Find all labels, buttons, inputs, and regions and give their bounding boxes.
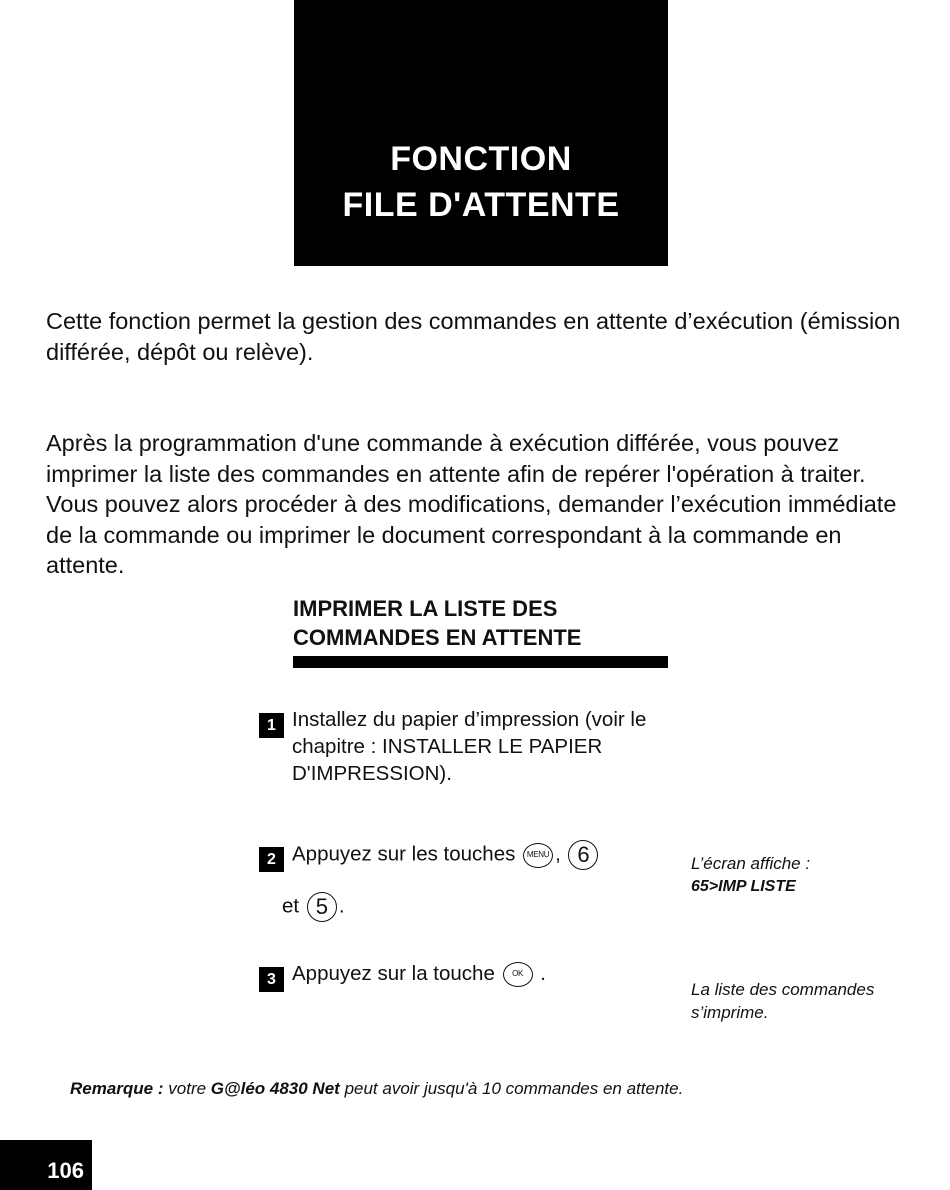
key-6-icon: 6 <box>568 840 598 870</box>
remark-product-name: G@léo 4830 Net <box>210 1079 340 1098</box>
remark-text-2: peut avoir jusqu'à 10 commandes en attente. <box>344 1079 684 1098</box>
section-heading-line1: IMPRIMER LA LISTE DES <box>293 596 558 621</box>
display-note-label: L’écran affiche : <box>691 854 811 873</box>
step-3-text: Appuyez sur la touche <box>292 962 495 985</box>
ok-key-icon: OK <box>503 962 533 987</box>
step-2-end: . <box>338 894 345 918</box>
section-heading-line2: COMMANDES EN ATTENTE <box>293 625 582 650</box>
menu-key-icon: MENU <box>523 843 553 868</box>
page-number: 106 <box>0 1140 92 1190</box>
section-heading <box>293 594 668 652</box>
key-5-icon: 5 <box>307 892 337 922</box>
chapter-title-block <box>294 0 668 266</box>
print-note: La liste des commandes s’imprime. <box>691 980 875 1022</box>
step-1 <box>259 706 679 787</box>
step-number-badge: 2 <box>259 847 284 872</box>
step-3 <box>259 960 679 992</box>
remark-text-1: votre <box>168 1079 207 1098</box>
display-note <box>691 852 921 898</box>
step-2 <box>259 840 679 922</box>
step-number-badge: 3 <box>259 967 284 992</box>
chapter-title-line2: FILE D'ATTENTE <box>342 186 620 224</box>
display-note-value: 65>IMP LISTE <box>691 878 796 895</box>
step-3-end: . <box>540 962 546 985</box>
step-number-badge: 1 <box>259 713 284 738</box>
section-rule <box>293 656 668 668</box>
step-2-and-text: et <box>282 894 300 918</box>
remark-label: Remarque : <box>70 1079 164 1098</box>
step-2-text: Appuyez sur les touches <box>292 842 516 866</box>
intro-paragraph-2: Après la programmation d'une commande à exécution différée, vous pouvez imprimer la liste des commandes en attente afin de repérer l'opération à traiter. Vous pouvez alors procéder à des modifications, demander l’exécution immédiate de la commande ou imprimer le document correspondant à la commande en attente. <box>46 430 897 578</box>
remark <box>70 1078 930 1100</box>
step-2-line2 <box>259 892 679 922</box>
intro-paragraph-1: Cette fonction permet la gestion des commandes en attente d’exécution (émission différée, dépôt ou relève). <box>46 308 901 365</box>
chapter-title-line1: FONCTION <box>390 140 572 178</box>
step-1-text: Installez du papier d’impression (voir le chapitre : INSTALLER LE PAPIER D'IMPRESSION). <box>292 708 647 785</box>
key-separator: , <box>555 842 561 866</box>
